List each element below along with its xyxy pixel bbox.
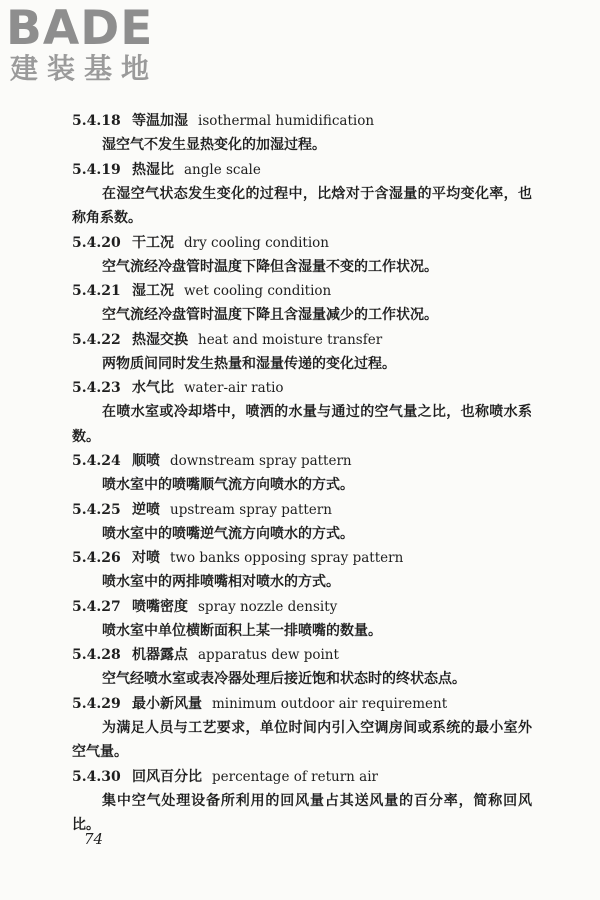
term-english: dry cooling condition xyxy=(184,234,329,251)
entry-number: 5.4.29 xyxy=(72,695,121,712)
term-line xyxy=(72,643,532,667)
term-definition: 在湿空气状态发生变化的过程中，比焓对于含湿量的平均变化率，也称角系数。 xyxy=(72,185,532,226)
glossary-entry xyxy=(72,158,532,231)
term-definition: 喷水室中的喷嘴逆气流方向喷水的方式。 xyxy=(102,525,354,542)
term-line xyxy=(72,376,532,400)
entry-number: 5.4.21 xyxy=(72,283,121,299)
term-chinese: 喷嘴密度 xyxy=(132,598,188,615)
term-chinese: 回风百分比 xyxy=(132,768,202,785)
term-chinese: 顺喷 xyxy=(132,453,160,469)
term-definition: 两物质间同时发生热量和湿量传递的变化过程。 xyxy=(102,355,396,372)
logo-wordmark: BADE xyxy=(6,1,154,56)
term-english: apparatus dew point xyxy=(198,647,339,663)
term-line xyxy=(72,765,532,789)
term-english: minimum outdoor air requirement xyxy=(212,695,448,712)
term-line xyxy=(72,279,532,303)
term-english: downstream spray pattern xyxy=(170,453,352,469)
term-line xyxy=(72,231,532,255)
glossary-entry xyxy=(72,109,532,158)
term-chinese: 机器露点 xyxy=(132,647,188,663)
term-english: isothermal humidification xyxy=(198,113,375,129)
term-definition: 喷水室中单位横断面积上某一排喷嘴的数量。 xyxy=(102,622,382,639)
term-line xyxy=(72,109,532,133)
glossary-entry xyxy=(72,449,532,498)
term-chinese: 对喷 xyxy=(132,550,160,566)
entry-number: 5.4.25 xyxy=(72,501,121,518)
glossary-entry xyxy=(72,498,532,547)
term-line xyxy=(72,498,532,522)
term-chinese: 逆喷 xyxy=(132,501,160,518)
glossary-entry xyxy=(72,692,532,765)
term-definition: 湿空气不发生显热变化的加湿过程。 xyxy=(102,137,326,153)
entry-number: 5.4.19 xyxy=(72,161,121,178)
term-definition: 空气流经冷盘管时温度下降且含湿量减少的工作状况。 xyxy=(102,307,438,323)
term-line xyxy=(72,328,532,352)
term-definition: 喷水室中的两排喷嘴相对喷水的方式。 xyxy=(102,574,340,590)
term-english: upstream spray pattern xyxy=(170,501,332,518)
glossary-entry xyxy=(72,546,532,595)
logo-tagline: 建装基地 xyxy=(10,52,159,85)
glossary-entry xyxy=(72,279,532,328)
term-line xyxy=(72,158,532,182)
glossary-entry xyxy=(72,231,532,280)
term-line xyxy=(72,692,532,716)
term-definition: 为满足人员与工艺要求，单位时间内引入空调房间或系统的最小室外空气量。 xyxy=(72,719,532,760)
entry-number: 5.4.20 xyxy=(72,234,121,251)
entry-number: 5.4.27 xyxy=(72,598,121,615)
term-definition: 空气流经冷盘管时温度下降但含湿量不变的工作状况。 xyxy=(102,258,438,275)
term-english: percentage of return air xyxy=(212,768,378,785)
term-definition: 在喷水室或冷却塔中，喷洒的水量与通过的空气量之比，也称喷水系数。 xyxy=(72,404,532,445)
entry-number: 5.4.23 xyxy=(72,380,121,396)
entry-number: 5.4.22 xyxy=(72,331,121,348)
term-english: angle scale xyxy=(184,161,261,178)
term-definition: 喷水室中的喷嘴顺气流方向喷水的方式。 xyxy=(102,477,354,493)
entry-number: 5.4.28 xyxy=(72,647,121,663)
term-line xyxy=(72,595,532,619)
term-chinese: 湿工况 xyxy=(132,283,174,299)
glossary-content xyxy=(72,109,532,838)
term-chinese: 热湿比 xyxy=(132,161,174,178)
term-chinese: 最小新风量 xyxy=(132,695,202,712)
term-english: wet cooling condition xyxy=(184,283,332,299)
entry-number: 5.4.26 xyxy=(72,550,121,566)
term-english: water-air ratio xyxy=(184,380,284,396)
term-english: heat and moisture transfer xyxy=(198,331,383,348)
term-chinese: 等温加湿 xyxy=(132,113,188,129)
glossary-entry xyxy=(72,595,532,644)
term-definition: 空气经喷水室或表冷器处理后接近饱和状态时的终状态点。 xyxy=(102,671,466,687)
entry-number: 5.4.24 xyxy=(72,453,121,469)
term-chinese: 热湿交换 xyxy=(132,331,188,348)
term-line xyxy=(72,449,532,473)
entry-number: 5.4.18 xyxy=(72,113,121,129)
glossary-entry xyxy=(72,328,532,377)
term-chinese: 水气比 xyxy=(132,380,174,396)
logo xyxy=(6,1,178,88)
term-english: two banks opposing spray pattern xyxy=(170,550,404,566)
glossary-entry xyxy=(72,765,532,838)
glossary-entry xyxy=(72,376,532,449)
term-line xyxy=(72,546,532,570)
term-english: spray nozzle density xyxy=(198,598,338,615)
term-chinese: 干工况 xyxy=(132,234,174,251)
page-number: 74 xyxy=(84,830,104,848)
glossary-entry xyxy=(72,643,532,692)
term-definition: 集中空气处理设备所利用的回风量占其送风量的百分率，简称回风比。 xyxy=(72,792,532,833)
entry-number: 5.4.30 xyxy=(72,768,121,785)
